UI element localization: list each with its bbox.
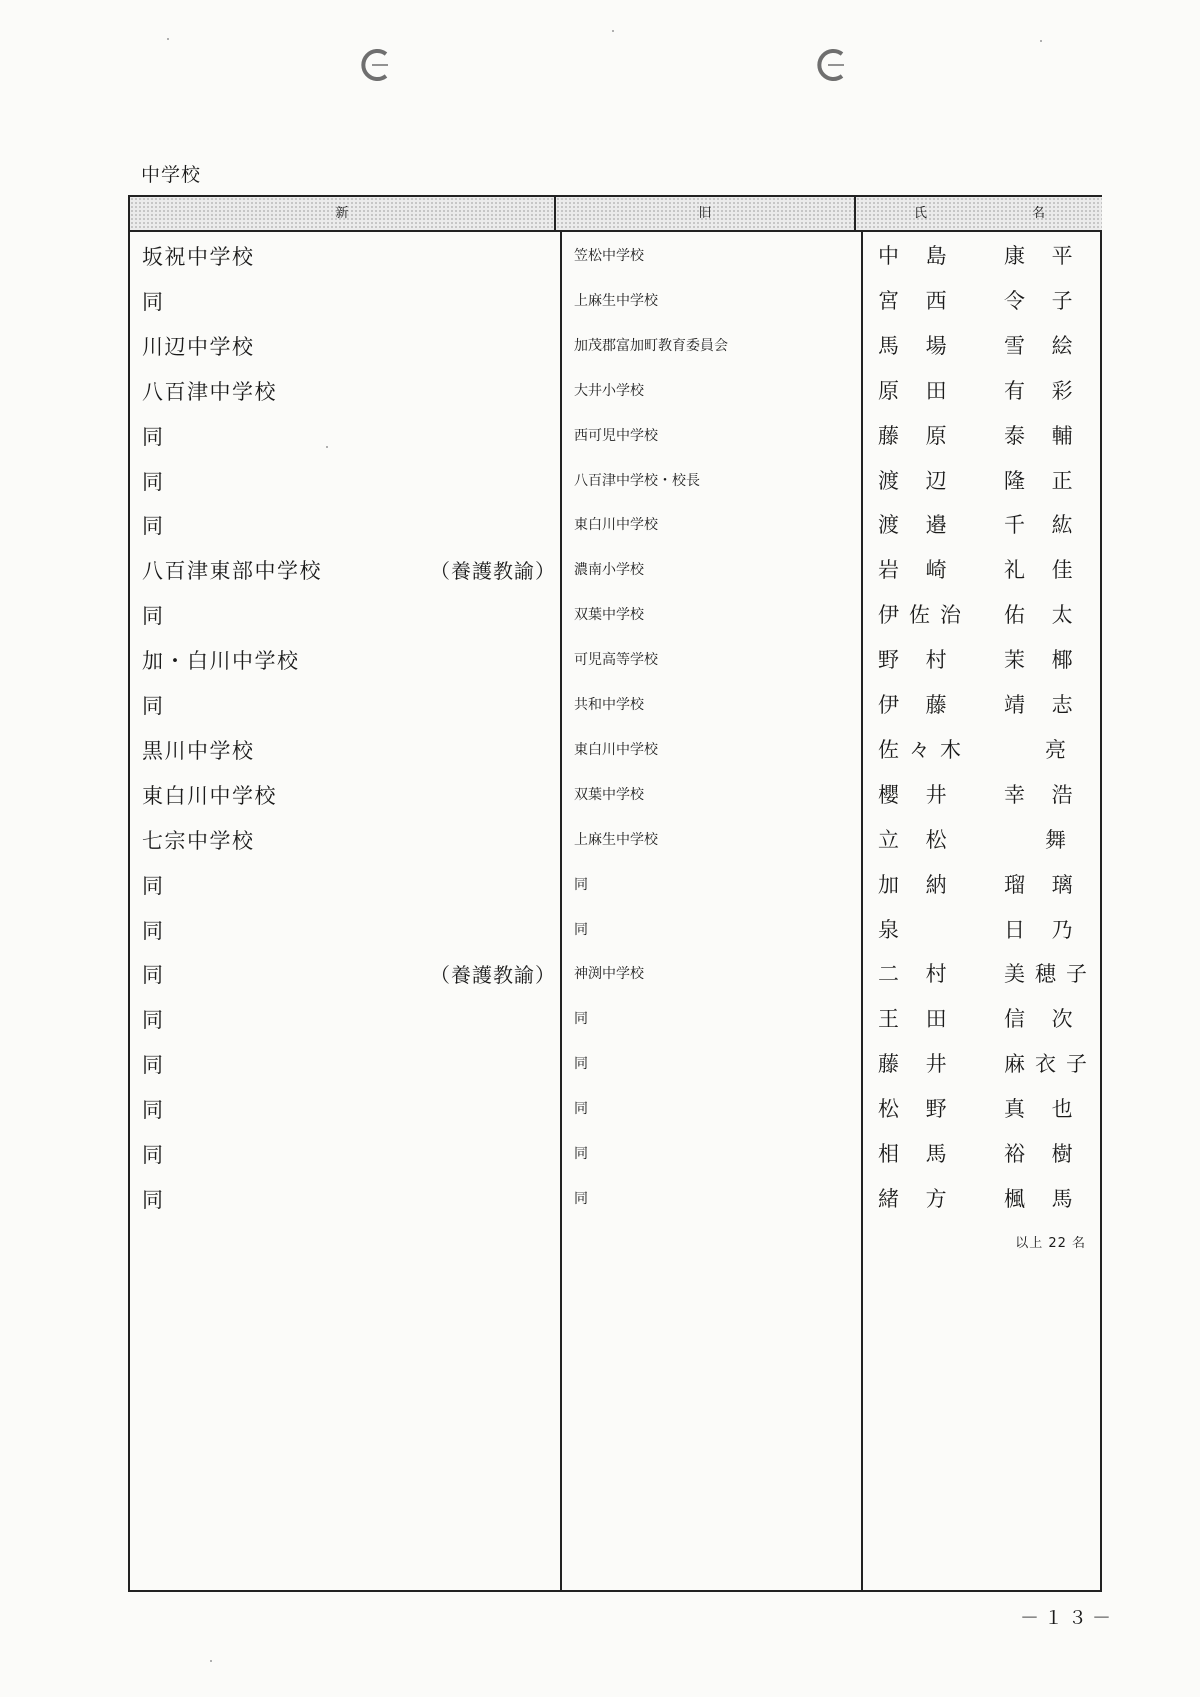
cell-new-school: 同: [142, 469, 165, 494]
cell-old-school: 同: [574, 921, 588, 938]
cell-surname: 藤 原: [878, 423, 957, 448]
cell-old-school: 東白川中学校: [574, 741, 658, 758]
cell-new-school: 同: [142, 514, 165, 539]
cell-surname: 伊 藤: [878, 693, 957, 717]
table-row: [130, 951, 1100, 996]
cell-surname: 岩 崎: [878, 558, 957, 583]
cell-new-school: 同: [142, 873, 165, 898]
cell-given-name: 礼 佳: [1004, 558, 1083, 583]
table-row: [130, 637, 1100, 682]
scan-speck: [167, 38, 169, 40]
table-row: [130, 413, 1100, 458]
cell-new-school: 同: [142, 289, 165, 314]
cell-surname: 王 田: [878, 1007, 957, 1032]
cell-given-name: 隆 正: [1004, 468, 1083, 493]
cell-given-name: 佑 太: [1004, 603, 1083, 628]
cell-given-name: 康 平: [1004, 244, 1083, 268]
cell-old-school: 同: [574, 1190, 588, 1207]
cell-given-name: 雪 絵: [1004, 333, 1083, 358]
cell-old-school: 共和中学校: [574, 697, 644, 713]
cell-old-school: 笠松中学校: [574, 248, 644, 264]
cell-new-school: 同: [142, 963, 165, 988]
table-row: [130, 592, 1100, 637]
cell-new-school: 七宗中学校: [142, 828, 255, 853]
table-row: [130, 368, 1100, 413]
cell-surname: 宮 西: [878, 288, 957, 313]
cell-new-school: 加・白川中学校: [142, 649, 300, 674]
cell-given-name: 茉 椰: [1004, 648, 1083, 673]
cell-given-name: 瑠 璃: [1004, 872, 1083, 897]
scan-speck: [210, 1660, 212, 1662]
cell-given-name: 靖 志: [1004, 693, 1083, 717]
cell-new-school: 坂祝中学校: [142, 245, 255, 269]
cell-surname: 二 村: [878, 962, 957, 987]
cell-given-name: 麻衣子: [1004, 1052, 1097, 1077]
cell-surname: 櫻 井: [878, 782, 957, 807]
header-name-a: 氏: [914, 206, 928, 221]
cell-new-school: 八百津中学校: [142, 379, 277, 404]
cell-given-name: 美穂子: [1004, 962, 1097, 987]
table-row: [130, 682, 1100, 727]
table-row: [130, 323, 1100, 368]
cell-new-school: 黒川中学校: [142, 738, 255, 763]
cell-surname: 渡 邉: [878, 513, 957, 538]
cell-surname: 馬 場: [878, 333, 957, 358]
section-title: 中学校: [141, 164, 202, 186]
header-new: 新: [130, 197, 556, 232]
cell-given-name: 信 次: [1004, 1007, 1083, 1032]
cell-old-school: 神渕中学校: [574, 966, 644, 983]
header-old: 旧: [556, 197, 856, 232]
cell-old-school: 可児高等学校: [574, 652, 658, 669]
cell-new-school: 同: [142, 694, 165, 718]
cell-new-school: 同: [142, 1053, 165, 1078]
cell-new-school: 八百津東部中学校: [142, 559, 322, 584]
cell-old-school: 同: [574, 1101, 588, 1118]
table-row: [130, 1086, 1100, 1131]
scan-speck: [1040, 40, 1042, 42]
cell-old-school: 上麻生中学校: [574, 292, 658, 309]
cell-surname: 原 田: [878, 378, 957, 403]
cell-given-name: 裕 樹: [1004, 1142, 1083, 1166]
table-row: [130, 233, 1100, 278]
cell-new-school: 川辺中学校: [142, 334, 255, 359]
cell-given-name: 令 子: [1004, 288, 1083, 313]
table-row: [130, 458, 1100, 503]
cell-old-school: 双葉中学校: [574, 786, 644, 803]
cell-old-school: 東白川中学校: [574, 517, 658, 534]
cell-surname: 相 馬: [878, 1142, 957, 1166]
cell-new-school: 同: [142, 1143, 165, 1167]
cell-old-school: 八百津中学校・校長: [574, 472, 700, 489]
table-row: [130, 772, 1100, 817]
table-row: [130, 502, 1100, 547]
table-row: [130, 817, 1100, 862]
cell-old-school: 大井小学校: [574, 382, 644, 399]
total-count: 以上 22 名: [1015, 1236, 1086, 1251]
cell-given-name: 泰 輔: [1004, 423, 1083, 448]
cell-new-school: 同: [142, 424, 165, 449]
table-row: [130, 1176, 1100, 1221]
header-name: [856, 197, 1102, 232]
table-row: [130, 727, 1100, 772]
cell-old-school: 上麻生中学校: [574, 831, 658, 848]
cell-new-school: 同: [142, 604, 165, 629]
cell-given-name: 舞: [1045, 827, 1076, 852]
cell-surname: 野 村: [878, 648, 957, 673]
table-row: [130, 907, 1100, 952]
cell-surname: 渡 辺: [878, 468, 957, 493]
cell-old-school: 双葉中学校: [574, 607, 644, 624]
table-row: [130, 862, 1100, 907]
punch-hole-right-icon: [816, 48, 850, 82]
table-row: [130, 996, 1100, 1041]
cell-old-school: 同: [574, 1011, 588, 1028]
cell-new-school: 同: [142, 918, 165, 943]
cell-surname: 伊佐治: [878, 603, 971, 628]
page-number: －１３－: [1020, 1607, 1117, 1629]
table-row: [130, 278, 1100, 323]
cell-old-school: 同: [574, 1146, 588, 1162]
transfer-table: [128, 195, 1102, 1592]
cell-old-school: 西可児中学校: [574, 427, 658, 444]
cell-old-school: 加茂郡富加町教育委員会: [574, 337, 728, 354]
cell-note: （養護教諭）: [430, 559, 556, 584]
cell-new-school: 同: [142, 1008, 165, 1033]
cell-old-school: 同: [574, 1056, 588, 1073]
punch-hole-left-icon: [360, 48, 394, 82]
cell-surname: 藤 井: [878, 1052, 957, 1077]
cell-surname: 緒 方: [878, 1186, 957, 1211]
cell-given-name: 楓 馬: [1004, 1186, 1083, 1211]
cell-surname: 泉: [878, 917, 909, 942]
cell-old-school: 濃南小学校: [574, 562, 644, 579]
cell-given-name: 千 紘: [1004, 513, 1083, 538]
cell-given-name: 日 乃: [1004, 917, 1083, 942]
cell-surname: 加 納: [878, 872, 957, 897]
cell-surname: 中 島: [878, 244, 957, 268]
cell-surname: 立 松: [878, 827, 957, 852]
cell-surname: 佐々木: [878, 737, 971, 762]
cell-new-school: 同: [142, 1098, 165, 1123]
cell-note: （養護教諭）: [430, 963, 556, 988]
cell-old-school: 同: [574, 876, 588, 893]
cell-given-name: 真 也: [1004, 1097, 1083, 1122]
header-name-b: 名: [1032, 206, 1046, 221]
cell-new-school: 東白川中学校: [142, 783, 277, 808]
cell-given-name: 幸 浩: [1004, 782, 1083, 807]
cell-surname: 松 野: [878, 1097, 957, 1122]
table-row: [130, 1131, 1100, 1176]
table-row: [130, 1041, 1100, 1086]
scan-speck: [612, 30, 614, 32]
cell-given-name: 有 彩: [1004, 378, 1083, 403]
cell-given-name: 亮: [1045, 737, 1076, 762]
cell-new-school: 同: [142, 1187, 165, 1212]
table-row: [130, 547, 1100, 592]
